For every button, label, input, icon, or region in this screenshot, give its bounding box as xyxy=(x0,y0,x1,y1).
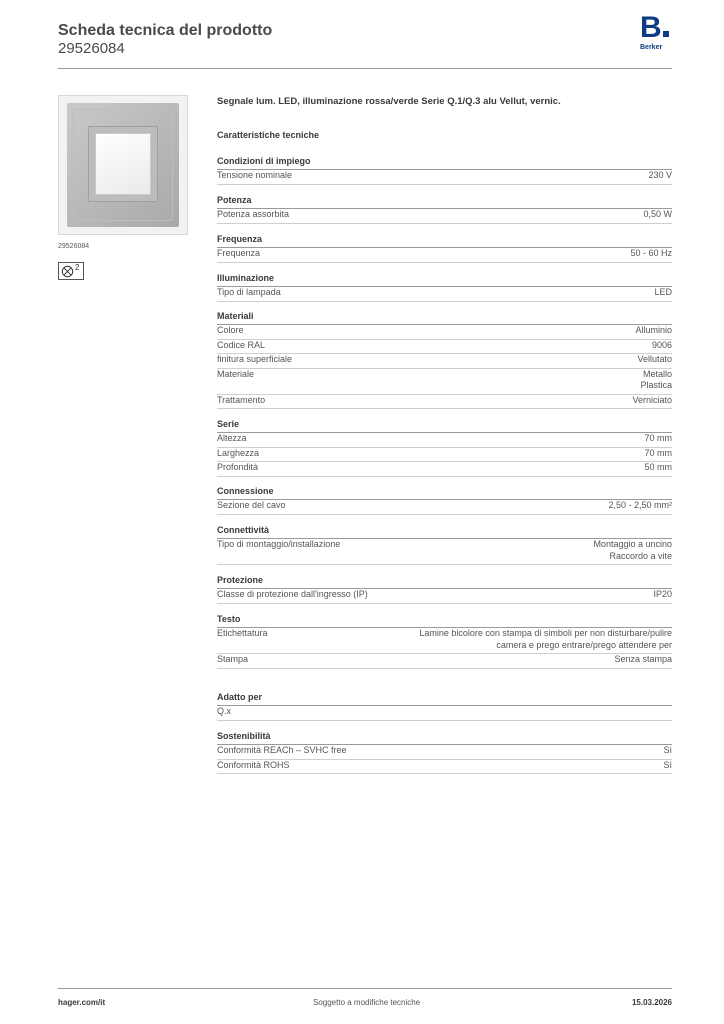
spec-value-line: Alluminio xyxy=(635,325,672,335)
spec-label: Codice RAL xyxy=(217,339,266,350)
spec-row xyxy=(217,433,672,448)
spec-row xyxy=(217,745,672,760)
spec-value-line: Sì xyxy=(663,745,672,755)
spec-label: finitura superficiale xyxy=(217,354,293,364)
spec-value xyxy=(593,539,672,562)
spec-label: Materiale xyxy=(217,368,255,379)
spec-value-line: 70 mm xyxy=(644,447,672,458)
spec-value xyxy=(419,628,672,651)
spec-row xyxy=(217,462,672,477)
spec-value xyxy=(637,354,672,366)
spec-label: Tipo di montaggio/installazione xyxy=(217,539,341,549)
spec-row xyxy=(217,706,672,721)
product-code: 29526084 xyxy=(58,40,125,57)
spec-group-title: Adatto per xyxy=(217,692,672,706)
spec-row xyxy=(217,654,672,669)
spec-value xyxy=(644,448,672,460)
spec-value xyxy=(644,462,672,474)
spec-group-title: Connessione xyxy=(217,486,672,500)
spec-row xyxy=(217,628,672,654)
spec-group-title: Sostenibilità xyxy=(217,731,672,745)
spec-value-line: Verniciato xyxy=(632,394,672,405)
spec-label: Conformità REACh – SVHC free xyxy=(217,745,347,755)
spec-group-title: Frequenza xyxy=(217,234,672,248)
spec-value-line: Plastica xyxy=(640,380,672,390)
spec-row xyxy=(217,369,672,395)
spec-value-line: 230 V xyxy=(648,170,672,180)
spec-value xyxy=(632,395,672,407)
spec-value-line: 0,50 W xyxy=(643,209,672,219)
spec-label: Profondità xyxy=(217,462,259,472)
spec-label: Tipo di lampada xyxy=(217,287,281,297)
spec-group-title: Protezione xyxy=(217,575,672,589)
spec-group-title: Illuminazione xyxy=(217,273,672,287)
spec-value-line: camera e prego entrare/prego attendere per xyxy=(496,639,672,650)
spec-row xyxy=(217,170,672,185)
spec-value xyxy=(648,170,672,182)
spec-row xyxy=(217,539,672,565)
spec-value xyxy=(644,433,672,445)
product-image xyxy=(58,95,188,235)
spec-value xyxy=(663,745,672,757)
spec-row xyxy=(217,248,672,263)
brand-logo xyxy=(640,11,674,51)
signal-lens xyxy=(95,133,151,195)
spec-group-title: Serie xyxy=(217,419,672,433)
spec-value-line: 50 mm xyxy=(644,462,672,472)
spec-row xyxy=(217,395,672,410)
footer-date: 15.03.2026 xyxy=(631,998,672,1007)
spec-value-line: Raccordo a vite xyxy=(609,550,672,561)
footer-note: Soggetto a modifiche tecniche xyxy=(313,998,421,1007)
spec-value xyxy=(614,654,672,666)
spec-value-line: 70 mm xyxy=(644,433,672,443)
footer-website: hager.com/it xyxy=(58,998,106,1007)
spec-group-title: Materiali xyxy=(217,311,672,325)
spec-label: Classe di protezione dall'ingresso (IP) xyxy=(217,589,368,599)
lamp-symbol-icon xyxy=(58,262,84,280)
spec-group-title: Potenza xyxy=(217,195,672,209)
spec-row xyxy=(217,209,672,224)
section-title: Caratteristiche tecniche xyxy=(217,130,320,140)
signal-insert xyxy=(88,126,158,202)
spec-value-line: Montaggio a uncino xyxy=(593,539,672,549)
spec-row xyxy=(217,589,672,604)
spec-value xyxy=(654,287,672,299)
spec-value xyxy=(630,248,672,260)
spec-group-title: Testo xyxy=(217,614,672,628)
lamp-symbol-superscript: 2 xyxy=(75,263,80,272)
spec-label: Conformità ROHS xyxy=(217,759,290,770)
spec-group-title: Condizioni di impiego xyxy=(217,156,672,170)
page-title: Scheda tecnica del prodotto xyxy=(58,22,273,39)
spec-row xyxy=(217,500,672,515)
header-divider xyxy=(58,68,672,69)
spec-row xyxy=(217,325,672,340)
spec-label: Tensione nominale xyxy=(217,170,293,180)
spec-label: Sezione del cavo xyxy=(217,500,286,510)
spec-value-line: Senza stampa xyxy=(614,654,672,664)
spec-label: Trattamento xyxy=(217,394,266,405)
spec-row xyxy=(217,760,672,775)
spec-label: Potenza assorbita xyxy=(217,209,290,219)
spec-row xyxy=(217,340,672,355)
spec-value-line: Metallo xyxy=(642,368,672,379)
spec-value xyxy=(652,340,672,352)
spec-label: Larghezza xyxy=(217,447,260,458)
spec-value-line: 2,50 - 2,50 mm² xyxy=(608,500,672,510)
spec-value xyxy=(608,500,672,512)
spec-group-title: Connettività xyxy=(217,525,672,539)
spec-label: Q.x xyxy=(217,706,232,716)
spec-label: Frequenza xyxy=(217,248,261,258)
spec-row xyxy=(217,448,672,463)
spec-value-line: Lamine bicolore con stampa di simboli per non disturbare/pulire xyxy=(419,628,672,638)
image-caption: 29526084 xyxy=(58,243,90,250)
spec-value-line: IP20 xyxy=(653,589,672,599)
spec-row xyxy=(217,354,672,369)
logo-name: Berker xyxy=(640,44,663,51)
spec-label: Stampa xyxy=(217,654,249,664)
spec-value xyxy=(653,589,672,601)
spec-label: Etichettatura xyxy=(217,628,268,638)
spec-value xyxy=(643,209,672,221)
footer-divider xyxy=(58,988,672,989)
logo-letter: B xyxy=(640,14,674,42)
spec-value xyxy=(640,369,672,392)
spec-value-line: 50 - 60 Hz xyxy=(630,248,672,258)
spec-row xyxy=(217,287,672,302)
spec-value-line: LED xyxy=(654,287,672,297)
spec-value-line: Sì xyxy=(663,759,672,770)
spec-value-line: Vellutato xyxy=(637,354,672,364)
product-description: Segnale lum. LED, illuminazione rossa/verde Serie Q.1/Q.3 alu Vellut, vernic. xyxy=(217,96,561,107)
spec-label: Colore xyxy=(217,325,244,335)
spec-label: Altezza xyxy=(217,433,247,443)
spec-value-line: 9006 xyxy=(651,339,672,350)
spec-value xyxy=(635,325,672,337)
spec-value xyxy=(663,760,672,772)
